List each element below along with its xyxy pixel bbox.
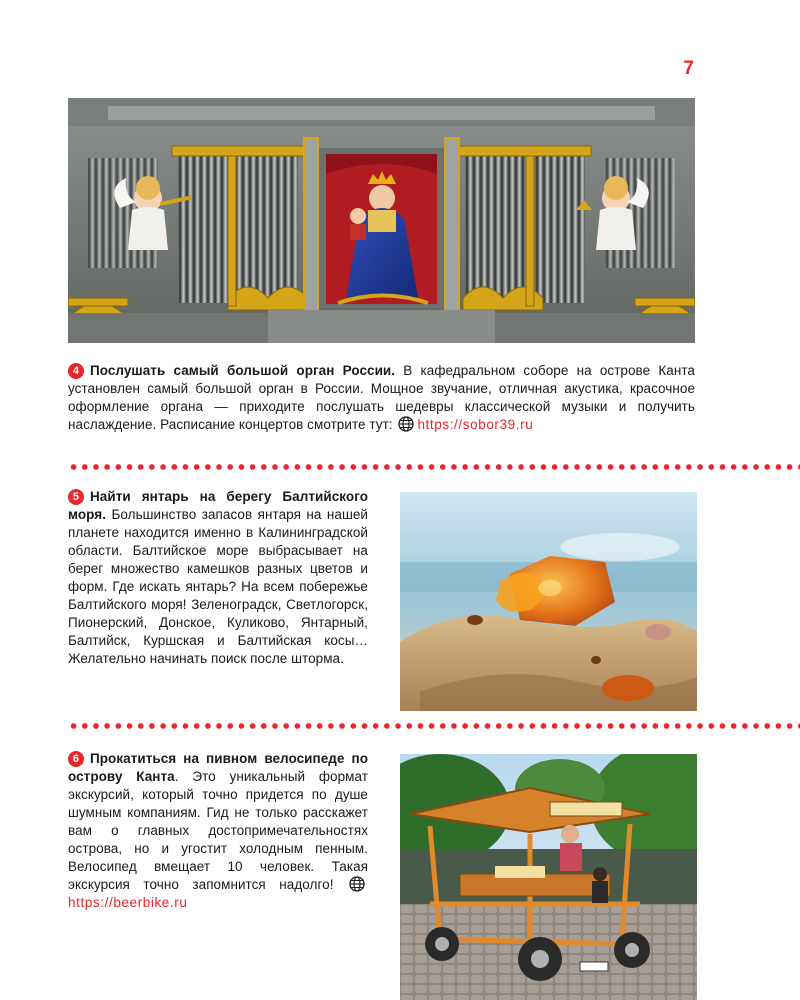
globe-icon (349, 876, 365, 892)
item-body: . Это уникальный формат экскурсий, который точно придется по душе шумным компаниям. Гид не только расскажет вам о главных достопримечательностях острова, но и угостит холодным пенным. Велосипед вмещает 10 человек. Такая экскурсия точно запомнится надолго! (68, 769, 369, 892)
organ-photo (68, 98, 695, 343)
page-number: 7 (683, 58, 694, 79)
beer-bike-photo (400, 754, 697, 1000)
dotted-divider (68, 723, 800, 729)
sobor-link[interactable]: https://sobor39.ru (417, 417, 534, 432)
item-body: Большинство запасов янтаря на нашей планете находится именно в Калининградской области. Балтийское море выбрасывает на берег множество камешков разных цветов и форм. Где искать янтарь? На всем побережье Балтийского моря! Зеленоградск, Светлогорск, Пионерский, Донское, Куликово, Янтарный, Балтийск, Куршская и Балтийская косы… Желательно начинать поиск после шторма. (68, 507, 368, 666)
item-heading: Прокатиться на пивном велосипеде по острову Канта (68, 751, 368, 784)
beerbike-link[interactable]: https://beerbike.ru (68, 895, 188, 910)
item-organ-text (68, 362, 695, 434)
globe-icon (398, 416, 414, 432)
item-beer-bike (68, 750, 368, 912)
dotted-divider (68, 464, 800, 470)
item-amber (68, 488, 368, 668)
item-organ (68, 362, 695, 434)
item-heading: Найти янтарь на берегу Балтийского моря. (68, 489, 368, 522)
item-beer-bike-text (68, 750, 368, 912)
item-body: В кафедральном соборе на острове Канта установлен самый большой орган в России. Мощное звучание, отличная акустика, красочное оформление органа — приходите послушать шедевры классической музыки и получить наслаждение. Расписание концертов смотрите тут: (68, 363, 695, 432)
item-number-badge: 4 (68, 363, 84, 379)
amber-photo (400, 492, 697, 711)
item-heading: Послушать самый большой орган России. (90, 363, 396, 378)
item-amber-text (68, 488, 368, 668)
item-number-badge: 6 (68, 751, 84, 767)
item-number-badge: 5 (68, 489, 84, 505)
